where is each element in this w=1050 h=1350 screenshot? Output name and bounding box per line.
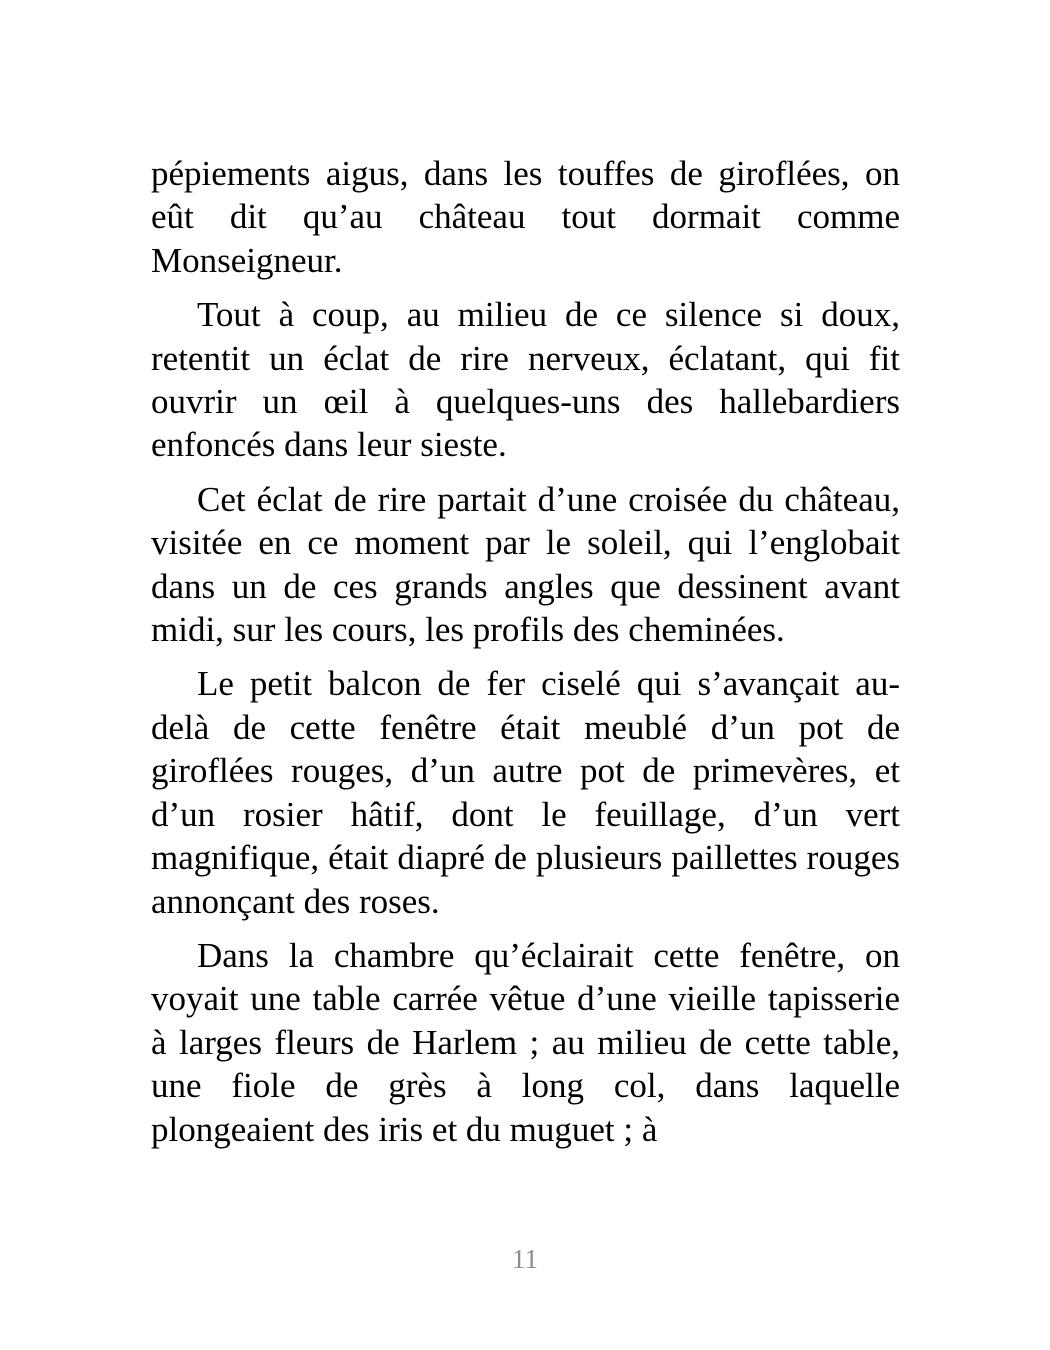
paragraph-5: Dans la chambre qu’éclairait cette fenêtre, on voyait une table carrée vêtue d’une vieille tapisserie à larges fleurs de Harlem ; au milieu de cette table, une fiole de grès à long col, dans laquelle plongeaient des iris et du muguet ; à [151, 935, 900, 1149]
page-number: 11 [512, 1244, 538, 1274]
paragraph-2: Tout à coup, au milieu de ce silence si doux, retentit un éclat de rire nerveux, éclatant, qui fit ouvrir un œil à quelques-uns des hallebardiers enfoncés dans leur sieste. [151, 295, 900, 465]
paragraph-3: Cet éclat de rire partait d’une croisée du château, visitée en ce moment par le soleil, qui l’englobait dans un de ces grands angles que dessinent avant midi, sur les cours, les profils des cheminées. [151, 479, 900, 650]
paragraph-4: Le petit balcon de fer ciselé qui s’avançait au-delà de cette fenêtre était meublé d’un pot de giroflées rouges, d’un autre pot de primevères, et d’un rosier hâtif, dont le feuillage, d’un vert magnifique, était diapré de plusieurs paillettes rouges annonçant des roses. [151, 664, 900, 921]
paragraph-1: pépiements aigus, dans les touffes de giroflées, on eût dit qu’au château tout dormait comme Monseigneur. [151, 154, 900, 280]
page-body [151, 152, 900, 1162]
